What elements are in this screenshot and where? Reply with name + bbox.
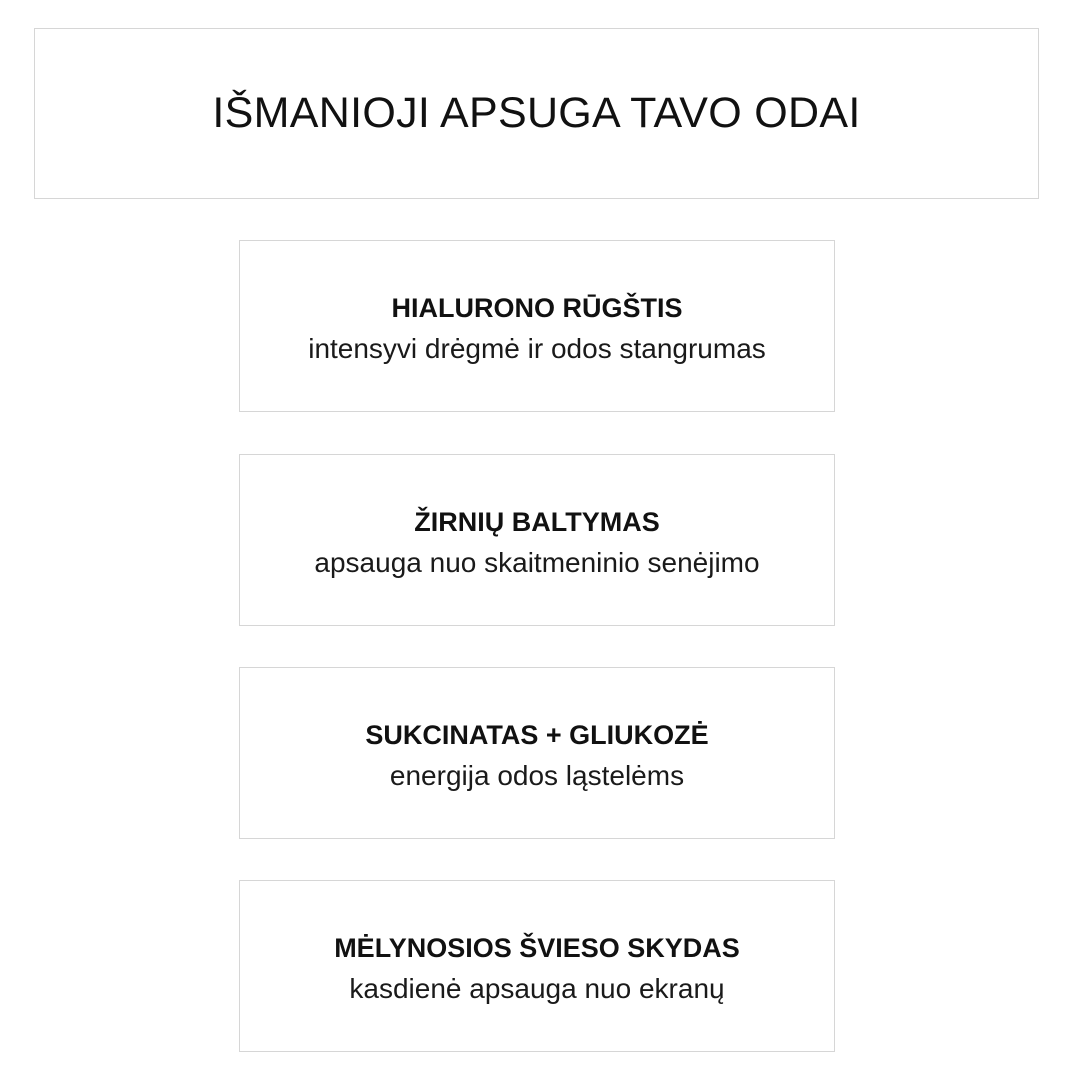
feature-description: energija odos ląstelėms	[389, 760, 685, 791]
feature-title: HIALURONO RŪGŠTIS	[391, 293, 683, 323]
feature-description: intensyvi drėgmė ir odos stangrumas	[308, 333, 766, 364]
feature-card-blue-light-shield	[239, 880, 835, 1052]
feature-description: kasdienė apsauga nuo ekranų	[349, 973, 725, 1004]
feature-card-hyaluronic-acid	[239, 240, 835, 412]
feature-card-succinate-glucose	[239, 667, 835, 839]
page-title: IŠMANIOJI APSUGA TAVO ODAI	[212, 89, 861, 137]
feature-title: MĖLYNOSIOS ŠVIESO SKYDAS	[334, 933, 740, 963]
feature-description: apsauga nuo skaitmeninio senėjimo	[314, 547, 760, 578]
feature-title: SUKCINATAS + GLIUKOZĖ	[365, 720, 709, 750]
feature-card-pea-protein	[239, 454, 835, 626]
feature-title: ŽIRNIŲ BALTYMAS	[414, 507, 660, 537]
header-box	[34, 28, 1039, 199]
